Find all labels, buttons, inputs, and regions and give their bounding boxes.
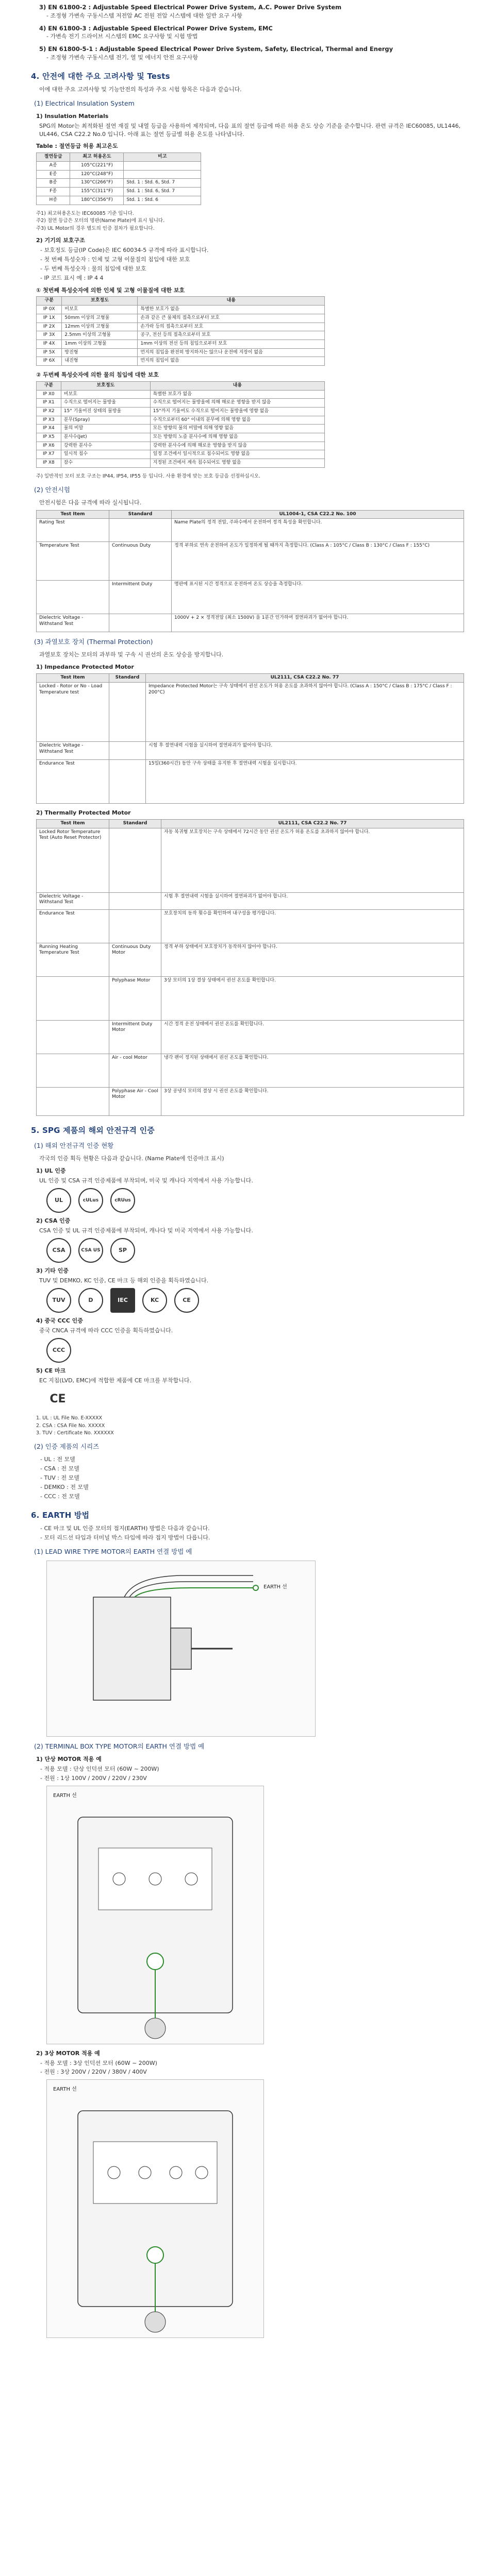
single-phase-list — [40, 1765, 464, 1783]
table-cell: Air - cool Motor — [109, 1054, 161, 1087]
table-header: 구분 — [37, 297, 62, 306]
ce-mark-title: 5) CE 마크 — [36, 1367, 66, 1374]
table-cell: Continuous Duty Motor — [109, 943, 161, 976]
table-cell: 보호장치의 동작 횟수를 확인하여 내구성을 평가합니다. — [161, 909, 464, 943]
note-line: 1. UL : UL File No. E-XXXXX — [36, 1415, 103, 1421]
table-cell: 강력한 분사수에 의해 해로운 영향을 받지 않음 — [150, 442, 324, 450]
table-cell: 내진형 — [62, 357, 138, 366]
thermal-test-table — [36, 819, 464, 1116]
table-cell: 물의 비말 — [61, 425, 150, 433]
table-header: Test Item — [37, 510, 109, 519]
table-row — [37, 170, 201, 179]
table-cell — [109, 614, 172, 632]
table-cell: IP 1X — [37, 314, 62, 323]
table-header: 내용 — [150, 381, 324, 390]
table-cell: Locked Rotor Temperature Test (Auto Reset Protector) — [37, 828, 109, 892]
ccc-logo-row — [46, 1338, 464, 1363]
subsection-desc: 과열보호 장치는 모터의 과부하 및 구속 시 권선의 온도 상승을 방지합니다. — [39, 651, 224, 658]
list-item: - 두 번째 특성숫자 : 물의 침입에 대한 보호 — [40, 265, 146, 272]
table-cell: 105°C(221°F) — [70, 162, 124, 171]
table-cell: 수직으로 떨어지는 물방울에 의해 해로운 영향을 받지 않음 — [150, 399, 324, 408]
list-item: - 적용 모델 : 단상 인덕션 모터 (60W ~ 200W) — [40, 1765, 159, 1772]
table-row — [37, 331, 325, 340]
other-cert-title: 3) 기타 인증 — [36, 1267, 69, 1275]
table-cell: 수직으로부터 60° 이내의 분무에 의해 영향 없음 — [150, 416, 324, 425]
impedance-title: 1) Impedance Protected Motor — [36, 664, 134, 671]
table-caption: ① 첫번째 특성숫자에 의한 인체 및 고형 이물질에 대한 보호 — [36, 286, 185, 294]
table-cell: IP X6 — [37, 442, 61, 450]
table-row — [37, 943, 464, 976]
list-item: - 전원 : 1상 100V / 200V / 220V / 230V — [40, 1774, 147, 1782]
table-cell: 시험 후 절연내력 시험을 실시하여 절연파괴가 없어야 합니다. — [161, 892, 464, 909]
table-cell: IP X3 — [37, 416, 61, 425]
table-cell: 1mm 이상의 전선 등의 침입으로부터 보호 — [138, 340, 325, 348]
culus-logo: cULus — [78, 1188, 103, 1213]
ce-logo-row — [46, 1388, 464, 1411]
protection-list — [40, 246, 464, 282]
table-cell: Dielectric Voltage - Withstand Test — [37, 892, 109, 909]
table-row — [37, 519, 464, 542]
table-cell: Dielectric Voltage - Withstand Test — [37, 614, 109, 632]
table-cell: 공구, 전선 등의 접촉으로부터 보호 — [138, 331, 325, 340]
table-cell: Locked - Rotor or No - Load Temperature test — [37, 682, 109, 741]
note-line: 2. CSA : CSA File No. XXXXX — [36, 1422, 105, 1429]
table-row — [37, 682, 464, 741]
table-row — [37, 179, 201, 188]
table-cell — [37, 1054, 109, 1087]
table-cell: 명판에 표시된 시간 정격으로 운전하여 온도 상승을 측정합니다. — [172, 581, 464, 614]
table-cell — [37, 581, 109, 614]
table-cell: IP X2 — [37, 407, 61, 416]
table-cell: Impedance Protected Motor는 구속 상태에서 권선 온도가 허용 온도를 초과하지 않아야 합니다. (Class A : 150°C / Class B : 175°C / Class F : 200°C) — [146, 682, 464, 741]
subsection-title: (1) 해외 안전규격 인증 현황 — [34, 1142, 114, 1150]
table-row — [37, 1087, 464, 1115]
table-row — [37, 306, 325, 314]
table-row — [37, 892, 464, 909]
terminal-box-drawing — [47, 2080, 263, 2337]
table-header: Standard — [109, 674, 146, 683]
table-row — [37, 442, 325, 450]
table-cell: IP X5 — [37, 433, 61, 442]
table-row — [37, 1020, 464, 1054]
list-item: - 첫 번째 특성숫자 : 인체 및 고형 이물질의 침입에 대한 보호 — [40, 256, 190, 263]
table-cell: Std. 1 : Std. 6 — [124, 196, 201, 205]
list-item: - DEMKO : 전 모델 — [40, 1484, 89, 1490]
table-cell: F종 — [37, 188, 70, 196]
table-row — [37, 433, 325, 442]
table-cell — [109, 741, 146, 759]
table-cell — [37, 1020, 109, 1054]
standard-title: 5) EN 61800-5-1 : Adjustable Speed Electrical Power Drive System, Safety, Electrical, Thermal and Energy — [39, 45, 393, 53]
table-cell: 자동 복귀형 보호장치는 구속 상태에서 72시간 동안 권선 온도가 허용 온도를 초과하지 않아야 합니다. — [161, 828, 464, 892]
table-cell: IP 4X — [37, 340, 62, 348]
csa-logo-row — [46, 1238, 464, 1263]
other-cert-desc: TUV 및 DEMKO, KC 인증, CE 마크 등 해외 인증을 획득하였습니다. — [39, 1277, 209, 1284]
table-row — [37, 357, 325, 366]
table-cell: 15° 기울어진 상태의 물방울 — [61, 407, 150, 416]
table-cell: H종 — [37, 196, 70, 205]
table-cell — [109, 682, 146, 741]
table-cell: Intermittent Duty — [109, 581, 172, 614]
table-row — [37, 1054, 464, 1087]
table-cell: 비보호 — [62, 306, 138, 314]
table-cell: IP 0X — [37, 306, 62, 314]
table-cell: Polyphase Motor — [109, 976, 161, 1020]
kc-logo: KC — [142, 1288, 167, 1313]
table-row — [37, 581, 464, 614]
standard-item — [31, 45, 464, 62]
table-cell — [109, 828, 161, 892]
section-intro: 이에 대한 주요 고려사항 및 기능안전의 특성과 주요 시험 항목은 다음과 같습니다. — [39, 86, 242, 93]
table-cell: Temperature Test — [37, 542, 109, 581]
table-cell: 냉각 팬이 정지된 상태에서 권선 온도를 확인합니다. — [161, 1054, 464, 1087]
table-cell: Continuous Duty — [109, 542, 172, 581]
table-cell: Std. 1 : Std. 6, Std. 7 — [124, 188, 201, 196]
table-header: 비고 — [124, 153, 201, 162]
section-title: 4. 안전에 대한 주요 고려사항 및 Tests — [31, 71, 170, 81]
ip-second-digit-table — [36, 381, 325, 468]
table-cell: 비보호 — [61, 390, 150, 399]
table-cell: 수직으로 떨어지는 물방울 — [61, 399, 150, 408]
table-cell: 모든 방향의 노즐 분사수에 의해 영향 없음 — [150, 433, 324, 442]
table-header: 최고 허용온도 — [70, 153, 124, 162]
subsection-title: (1) Electrical Insulation System — [34, 99, 135, 107]
csa-logo: CSA — [46, 1238, 71, 1263]
table-cell: 분무(Spray) — [61, 416, 150, 425]
subsection-desc: 안전시험은 다음 규격에 따라 실시됩니다. — [39, 499, 142, 506]
ip-first-digit-table — [36, 296, 325, 366]
table-cell: 정격 부하 상태에서 보호장치가 동작하지 않아야 합니다. — [161, 943, 464, 976]
table-cell — [124, 170, 201, 179]
table-row — [37, 542, 464, 581]
insulation-title: 1) Insulation Materials — [36, 112, 109, 120]
table-cell — [37, 976, 109, 1020]
table-cell: IP 2X — [37, 323, 62, 331]
table-row — [37, 323, 325, 331]
table-row — [37, 348, 325, 357]
earth-wire-label: EARTH 선 — [263, 1584, 287, 1590]
ccc-logo: CCC — [46, 1338, 71, 1363]
table-row — [37, 399, 325, 408]
table-header: UL2111, CSA C22.2 No. 77 — [161, 819, 464, 828]
table-cell: Endurance Test — [37, 759, 109, 803]
list-item: - 적용 모델 : 3상 인덕션 모터 (60W ~ 200W) — [40, 2059, 157, 2066]
subsection-desc: 각국의 인증 획득 현황은 다음과 같습니다. (Name Plate에 인증마크 표시) — [39, 1155, 224, 1162]
table-row — [37, 416, 325, 425]
table-cell — [124, 162, 201, 171]
table-cell — [109, 759, 146, 803]
list-item: - CE 마크 및 UL 인증 모터의 접지(EARTH) 방법은 다음과 같습니다. — [40, 1524, 210, 1532]
table-cell — [109, 519, 172, 542]
standard-title: 3) EN 61800-2 : Adjustable Speed Electrical Power Drive System, A.C. Power Drive System — [39, 4, 342, 11]
note-line: 주1) 최고허용온도는 IEC60085 기준 입니다. — [36, 210, 134, 216]
table-cell: 강력한 분사수 — [61, 442, 150, 450]
table-cell: 잠수 — [61, 459, 150, 468]
table-cell: IP 5X — [37, 348, 62, 357]
standard-desc: - 조정형 가변속 구동시스템 전기, 열 및 에너지 안전 요구사항 — [46, 54, 198, 61]
list-item: - UL : 전 모델 — [40, 1456, 75, 1463]
table-row — [37, 314, 325, 323]
cert-series-list — [40, 1455, 464, 1501]
table-cell: 15°까지 기울여도 수직으로 떨어지는 물방울에 영향 없음 — [150, 407, 324, 416]
table-cell: 방진형 — [62, 348, 138, 357]
table-cell: 130°C(266°F) — [70, 179, 124, 188]
table-cell: Rating Test — [37, 519, 109, 542]
table-cell: 1000V + 2 × 정격전압 (최소 1500V) 을 1분간 인가하여 절연파괴가 없어야 합니다. — [172, 614, 464, 632]
tuv-logo: TUV — [46, 1288, 71, 1313]
terminal-box-drawing — [47, 1786, 263, 2044]
iec-logo: IEC — [110, 1288, 135, 1313]
table-cell — [37, 1087, 109, 1115]
standard-desc: - 조정형 가변속 구동시스템 저전압 AC 전원 전압 시스템에 대한 일반 요구 사항 — [46, 12, 242, 19]
protection-title: 2) 기기의 보호구조 — [36, 236, 85, 244]
table-caption: Table : 절연등급 허용 최고온도 — [36, 143, 118, 150]
section-title: 5. SPG 제품의 해외 안전규격 인증 — [31, 1125, 155, 1135]
thermal-title: 2) Thermally Protected Motor — [36, 809, 131, 816]
table-header: 내용 — [138, 297, 325, 306]
csa-us-logo: CSA US — [78, 1238, 103, 1263]
insulation-table — [36, 152, 201, 205]
table-cell: 손가락 등의 접촉으로부터 보호 — [138, 323, 325, 331]
ccc-cert-desc: 중국 CNCA 규격에 따라 CCC 인증을 획득하였습니다. — [39, 1327, 173, 1334]
earth-label: EARTH 선 — [53, 2087, 77, 2093]
table-cell: IP 6X — [37, 357, 62, 366]
section-title: 6. EARTH 방법 — [31, 1510, 90, 1520]
impedance-test-table — [36, 673, 464, 804]
table-cell: Dielectric Voltage - Withstand Test — [37, 741, 109, 759]
table-cell: 먼지의 침입을 완전히 방지하지는 않으나 운전에 지장이 없음 — [138, 348, 325, 357]
table-row — [37, 425, 325, 433]
table-cell: E종 — [37, 170, 70, 179]
table-header: UL2111, CSA C22.2 No. 77 — [146, 674, 464, 683]
standard-desc: - 가변속 전기 드라이브 시스템의 EMC 요구사항 및 시험 방법 — [46, 33, 198, 40]
table-cell — [109, 892, 161, 909]
ccc-cert-title: 4) 중국 CCC 인증 — [36, 1317, 83, 1325]
table-cell: 3상 공냉식 모터의 결상 시 권선 온도를 확인합니다. — [161, 1087, 464, 1115]
table-header: 구분 — [37, 381, 61, 390]
table-cell: Polyphase Air - Cool Motor — [109, 1087, 161, 1115]
table-header: 보호정도 — [61, 381, 150, 390]
note-line: 주3) UL Motor의 경우 별도의 인증 절차가 필요합니다. — [36, 226, 155, 232]
list-item: - IP 코드 표시 예 : IP 4 4 — [40, 274, 104, 281]
three-phase-list — [40, 2059, 464, 2077]
table-cell: 먼지의 침입이 없음 — [138, 357, 325, 366]
table-cell: B종 — [37, 179, 70, 188]
note-line: 3. TUV : Certificate No. XXXXXX — [36, 1430, 114, 1436]
standard-item — [31, 24, 464, 41]
table-header: 절연등급 — [37, 153, 70, 162]
table-cell: 180°C(356°F) — [70, 196, 124, 205]
table-cell: 15일(360시간) 동안 구속 상태를 유지한 후 절연내력 시험을 실시합니다. — [146, 759, 464, 803]
table-row — [37, 390, 325, 399]
table-cell: IP X0 — [37, 390, 61, 399]
list-item: - TUV : 전 모델 — [40, 1475, 79, 1482]
table-cell: IP X8 — [37, 459, 61, 468]
ul-logo-row — [46, 1188, 464, 1213]
table-row — [37, 759, 464, 803]
three-phase-terminal-box-diagram — [46, 2079, 264, 2338]
table-cell: A종 — [37, 162, 70, 171]
table-row — [37, 614, 464, 632]
demko-logo: D — [78, 1288, 103, 1313]
table-cell: IP X1 — [37, 399, 61, 408]
table-caption: ② 두번째 특성숫자에 의한 물의 침입에 대한 보호 — [36, 371, 159, 378]
table-cell: 2.5mm 이상의 고형물 — [62, 331, 138, 340]
table-row — [37, 407, 325, 416]
table-note: 주) 일반적인 모터 보호 구조는 IP44, IP54, IP55 등 입니다. 사용 환경에 맞는 보호 등급을 선정하십시오. — [36, 473, 260, 479]
table-notes — [36, 210, 464, 232]
table-cell: 155°C(311°F) — [70, 188, 124, 196]
ce-mark-desc: EC 지침(LVD, EMC)에 적합한 제품에 CE 마크를 부착합니다. — [39, 1377, 191, 1384]
table-cell: 일정 조건에서 일시적으로 침수되어도 영향 없음 — [150, 450, 324, 459]
table-cell: 시간 정격 운전 상태에서 권선 온도를 확인합니다. — [161, 1020, 464, 1054]
csa-cert-desc: CSA 인증 및 UL 규격 인증제품에 부착되며, 캐나다 및 미국 지역에서 사용 가능합니다. — [39, 1227, 253, 1234]
table-cell: 특별한 보호가 없음 — [150, 390, 324, 399]
table-cell: Endurance Test — [37, 909, 109, 943]
crus-logo: cRUus — [110, 1188, 135, 1213]
safety-test-table — [36, 510, 464, 633]
table-row — [37, 909, 464, 943]
csa-sp-logo: SP — [110, 1238, 135, 1263]
table-cell: 분사수(Jet) — [61, 433, 150, 442]
list-item: - 모터 리드선 타입과 터미널 박스 타입에 따라 접지 방법이 다릅니다. — [40, 1534, 210, 1541]
ul-cert-desc: UL 인증 및 CSA 규격 인증제품에 부착되며, 미국 및 캐나다 지역에서 사용 가능합니다. — [39, 1177, 253, 1184]
table-row — [37, 340, 325, 348]
list-item: - CCC : 전 모델 — [40, 1493, 80, 1500]
table-cell: Intermittent Duty Motor — [109, 1020, 161, 1054]
table-header: UL1004-1, CSA C22.2 No. 100 — [172, 510, 464, 519]
list-item: - 전원 : 3상 200V / 220V / 380V / 400V — [40, 2069, 147, 2076]
subsection-title: (2) 인증 제품의 시리즈 — [34, 1443, 100, 1451]
single-phase-title: 1) 단상 MOTOR 적용 예 — [36, 1755, 102, 1762]
cert-notes — [36, 1415, 464, 1437]
three-phase-title: 2) 3상 MOTOR 적용 예 — [36, 2049, 100, 2057]
table-cell: IP X7 — [37, 450, 61, 459]
table-header: Test Item — [37, 674, 109, 683]
subsection-title: (3) 과열보호 장치 (Thermal Protection) — [34, 638, 153, 646]
insulation-body: SPG의 Motor는 최적화된 절연 재질 및 내열 등급을 사용하여 제작되며, 다음 표의 절연 등급에 따른 허용 온도 상승 기준을 준수합니다. 관련 규격은 IEC60085, UL1446, UL446, CSA C22.2 No.0 입니다. 아래 표는 절연 등급별 허용 온도를 나타냅니다. — [39, 122, 461, 138]
subsection-title: (2) TERMINAL BOX TYPE MOTOR의 EARTH 연결 방법 예 — [34, 1742, 205, 1750]
other-logo-row — [46, 1288, 464, 1313]
standard-item — [31, 3, 464, 20]
table-row — [37, 162, 201, 171]
table-cell: 특별한 보호가 없음 — [138, 306, 325, 314]
table-cell: 1mm 이상의 고형물 — [62, 340, 138, 348]
ce-mark-logo: CE — [50, 1392, 66, 1405]
ul-logo: UL — [46, 1188, 71, 1213]
table-row — [37, 188, 201, 196]
table-row — [37, 450, 325, 459]
table-header: 보호정도 — [62, 297, 138, 306]
list-item: - CSA : 전 모델 — [40, 1465, 79, 1472]
earth-intro-list — [40, 1524, 464, 1542]
lead-wire-earth-diagram — [46, 1561, 316, 1737]
table-cell: 50mm 이상의 고형물 — [62, 314, 138, 323]
note-line: 주2) 절연 등급은 모터의 명판(Name Plate)에 표시 됩니다. — [36, 218, 165, 224]
standard-title: 4) EN 61800-3 : Adjustable Speed Electrical Power Drive System, EMC — [39, 24, 273, 32]
table-row — [37, 196, 201, 205]
subsection-title: (1) LEAD WIRE TYPE MOTOR의 EARTH 연결 방법 예 — [34, 1547, 192, 1555]
table-cell: 12mm 이상의 고형물 — [62, 323, 138, 331]
table-cell — [109, 909, 161, 943]
table-row — [37, 976, 464, 1020]
table-cell: Name Plate의 정격 전압, 주파수에서 운전하여 정격 특성을 확인합니다. — [172, 519, 464, 542]
ul-cert-title: 1) UL 인증 — [36, 1167, 66, 1175]
table-cell: IP X4 — [37, 425, 61, 433]
table-cell: 손과 같은 큰 물체의 접촉으로부터 보호 — [138, 314, 325, 323]
table-cell: 일시적 침수 — [61, 450, 150, 459]
table-cell: Running Heating Temperature Test — [37, 943, 109, 976]
document — [31, 3, 464, 2338]
single-phase-terminal-box-diagram — [46, 1786, 264, 2044]
list-item: - 보호정도 등급(IP Code)은 IEC 60034-5 규격에 따라 표시합니다. — [40, 246, 209, 253]
table-cell: 모든 방향의 물의 비말에 의해 영향 없음 — [150, 425, 324, 433]
table-cell: 정격 부하로 연속 운전하여 온도가 일정하게 될 때까지 측정합니다. (Class A : 105°C / Class B : 130°C / Class F : 155°C) — [172, 542, 464, 581]
table-header: Standard — [109, 819, 161, 828]
table-cell: 120°C(248°F) — [70, 170, 124, 179]
table-header: Standard — [109, 510, 172, 519]
table-row — [37, 741, 464, 759]
table-row — [37, 459, 325, 468]
earth-label: EARTH 선 — [53, 1792, 77, 1799]
subsection-title: (2) 안전시험 — [34, 485, 70, 494]
table-cell: 지정된 조건에서 계속 침수되어도 영향 없음 — [150, 459, 324, 468]
table-cell: Std. 1 : Std. 6, Std. 7 — [124, 179, 201, 188]
table-cell: 시험 후 절연내력 시험을 실시하여 절연파괴가 없어야 합니다. — [146, 741, 464, 759]
table-header: Test Item — [37, 819, 109, 828]
csa-cert-title: 2) CSA 인증 — [36, 1217, 71, 1225]
table-row — [37, 828, 464, 892]
table-cell: IP 3X — [37, 331, 62, 340]
table-cell: 3상 모터의 1상 결상 상태에서 권선 온도를 확인합니다. — [161, 976, 464, 1020]
ce-logo: CE — [174, 1288, 199, 1313]
